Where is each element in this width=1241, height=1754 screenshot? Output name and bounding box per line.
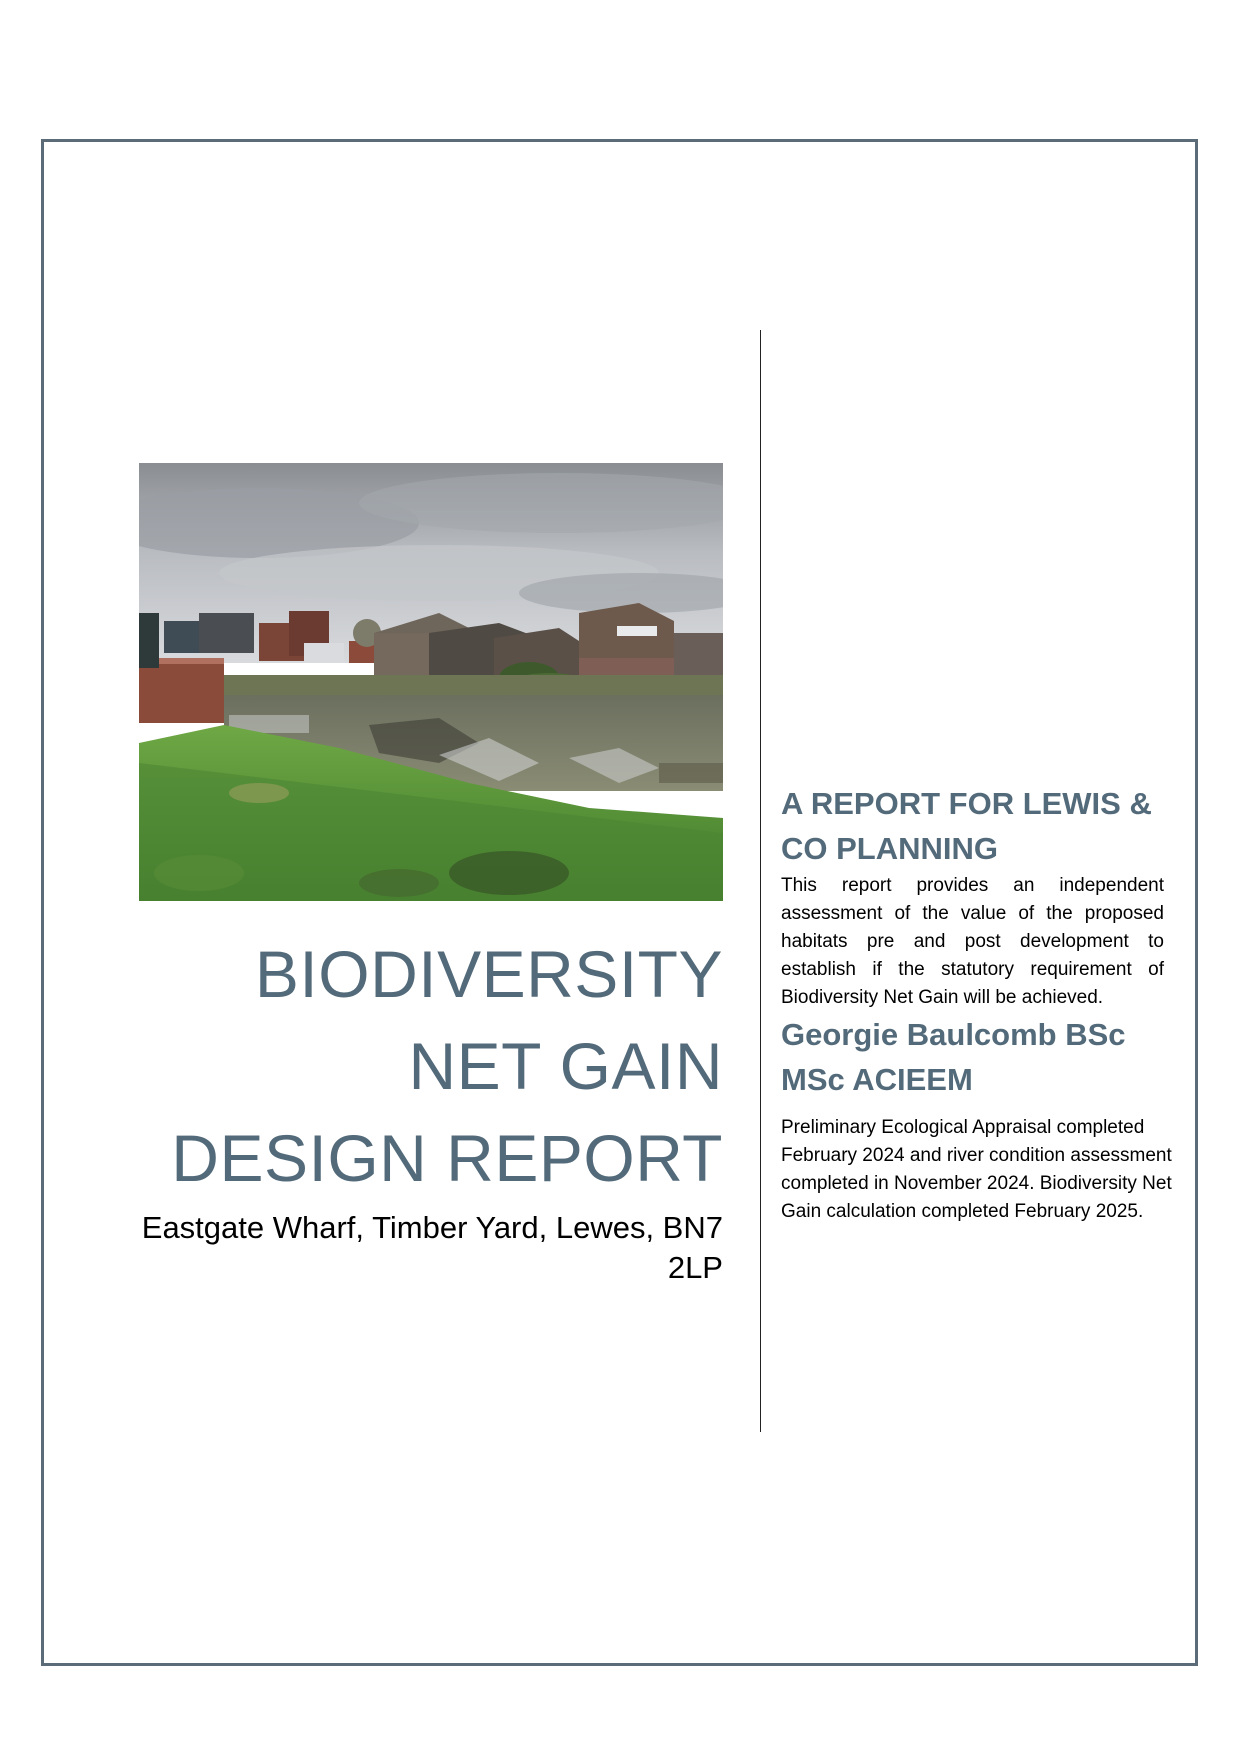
completion-note: Preliminary Ecological Appraisal completed February 2024 and river condition assessment completed in November 2024. Biodiversity Net Gain calculation completed February 2025. <box>781 1117 1172 1222</box>
client-heading: A REPORT FOR LEWIS & CO PLANNING <box>781 786 1152 866</box>
report-summary: This report provides an independent assessment of the value of the proposed habitats pre and post development to establish if the statutory requirement of Biodiversity Net Gain will be achieved. <box>781 875 1164 1008</box>
cover-photo <box>139 463 723 901</box>
report-title: BIODIVERSITY NET GAIN DESIGN REPORT <box>171 937 723 1195</box>
author-name: Georgie Baulcomb BSc MSc ACIEEM <box>781 1017 1126 1097</box>
site-address: Eastgate Wharf, Timber Yard, Lewes, BN7 2LP <box>141 1210 723 1285</box>
column-divider <box>760 330 761 1432</box>
river-timber-yard-photo <box>139 463 723 901</box>
